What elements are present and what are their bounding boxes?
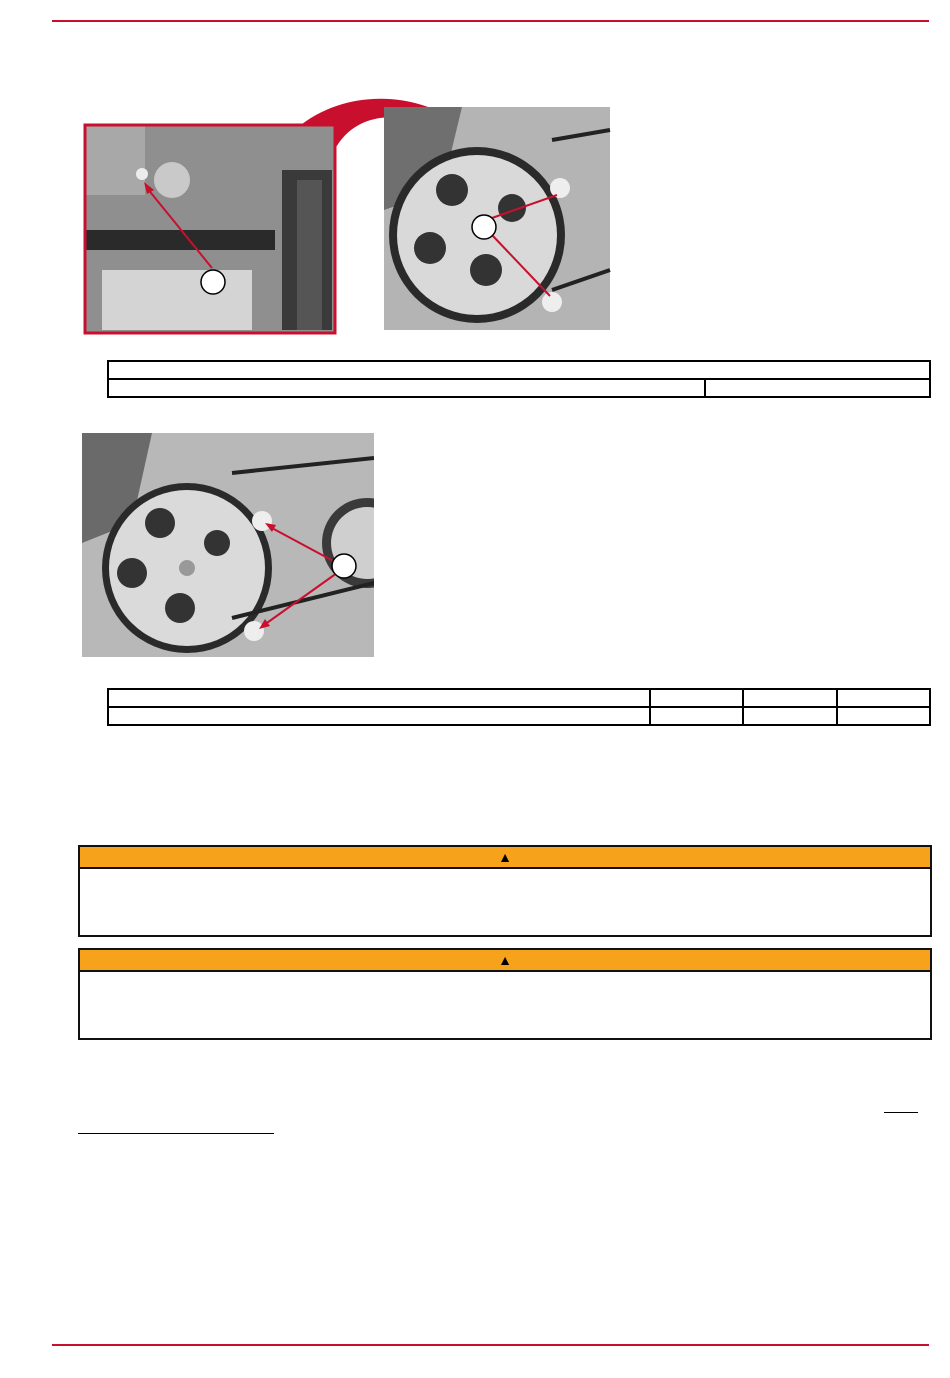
warning-box-1	[78, 845, 932, 937]
inset-photo	[85, 125, 335, 333]
table-row	[108, 379, 930, 397]
table-row	[108, 689, 930, 707]
warning-header	[80, 847, 930, 869]
table-row	[108, 361, 930, 379]
cross-reference-link[interactable]	[884, 1112, 918, 1113]
callout-bubble-right	[472, 215, 496, 239]
warning-text	[80, 869, 930, 935]
spec-table-1	[107, 360, 931, 398]
table-cell	[837, 689, 930, 707]
pulley-photo-2	[82, 433, 374, 657]
callout-bubble	[332, 554, 356, 578]
callout-bubble	[201, 270, 225, 294]
table-cell	[705, 379, 930, 397]
figure-pulley-bolts	[82, 433, 374, 657]
figure-pump-mounting	[82, 90, 612, 340]
table-cell	[743, 689, 837, 707]
table-cell	[650, 707, 743, 725]
pulley-photo	[384, 107, 610, 330]
header-rule	[52, 20, 929, 22]
warning-triangle-icon: ▲	[498, 952, 512, 968]
table-cell	[650, 689, 743, 707]
warning-header	[80, 950, 930, 972]
warning-text	[80, 972, 930, 1038]
table-cell	[108, 361, 930, 379]
warning-box-2	[78, 948, 932, 1040]
cross-reference-link-continued[interactable]	[78, 1133, 274, 1134]
table-cell	[108, 379, 705, 397]
table-row	[108, 707, 930, 725]
table-cell	[743, 707, 837, 725]
spec-table-2	[107, 688, 931, 726]
table-cell	[837, 707, 930, 725]
table-cell	[108, 689, 650, 707]
table-cell	[108, 707, 650, 725]
footer-rule	[52, 1344, 929, 1346]
warning-triangle-icon: ▲	[498, 849, 512, 865]
